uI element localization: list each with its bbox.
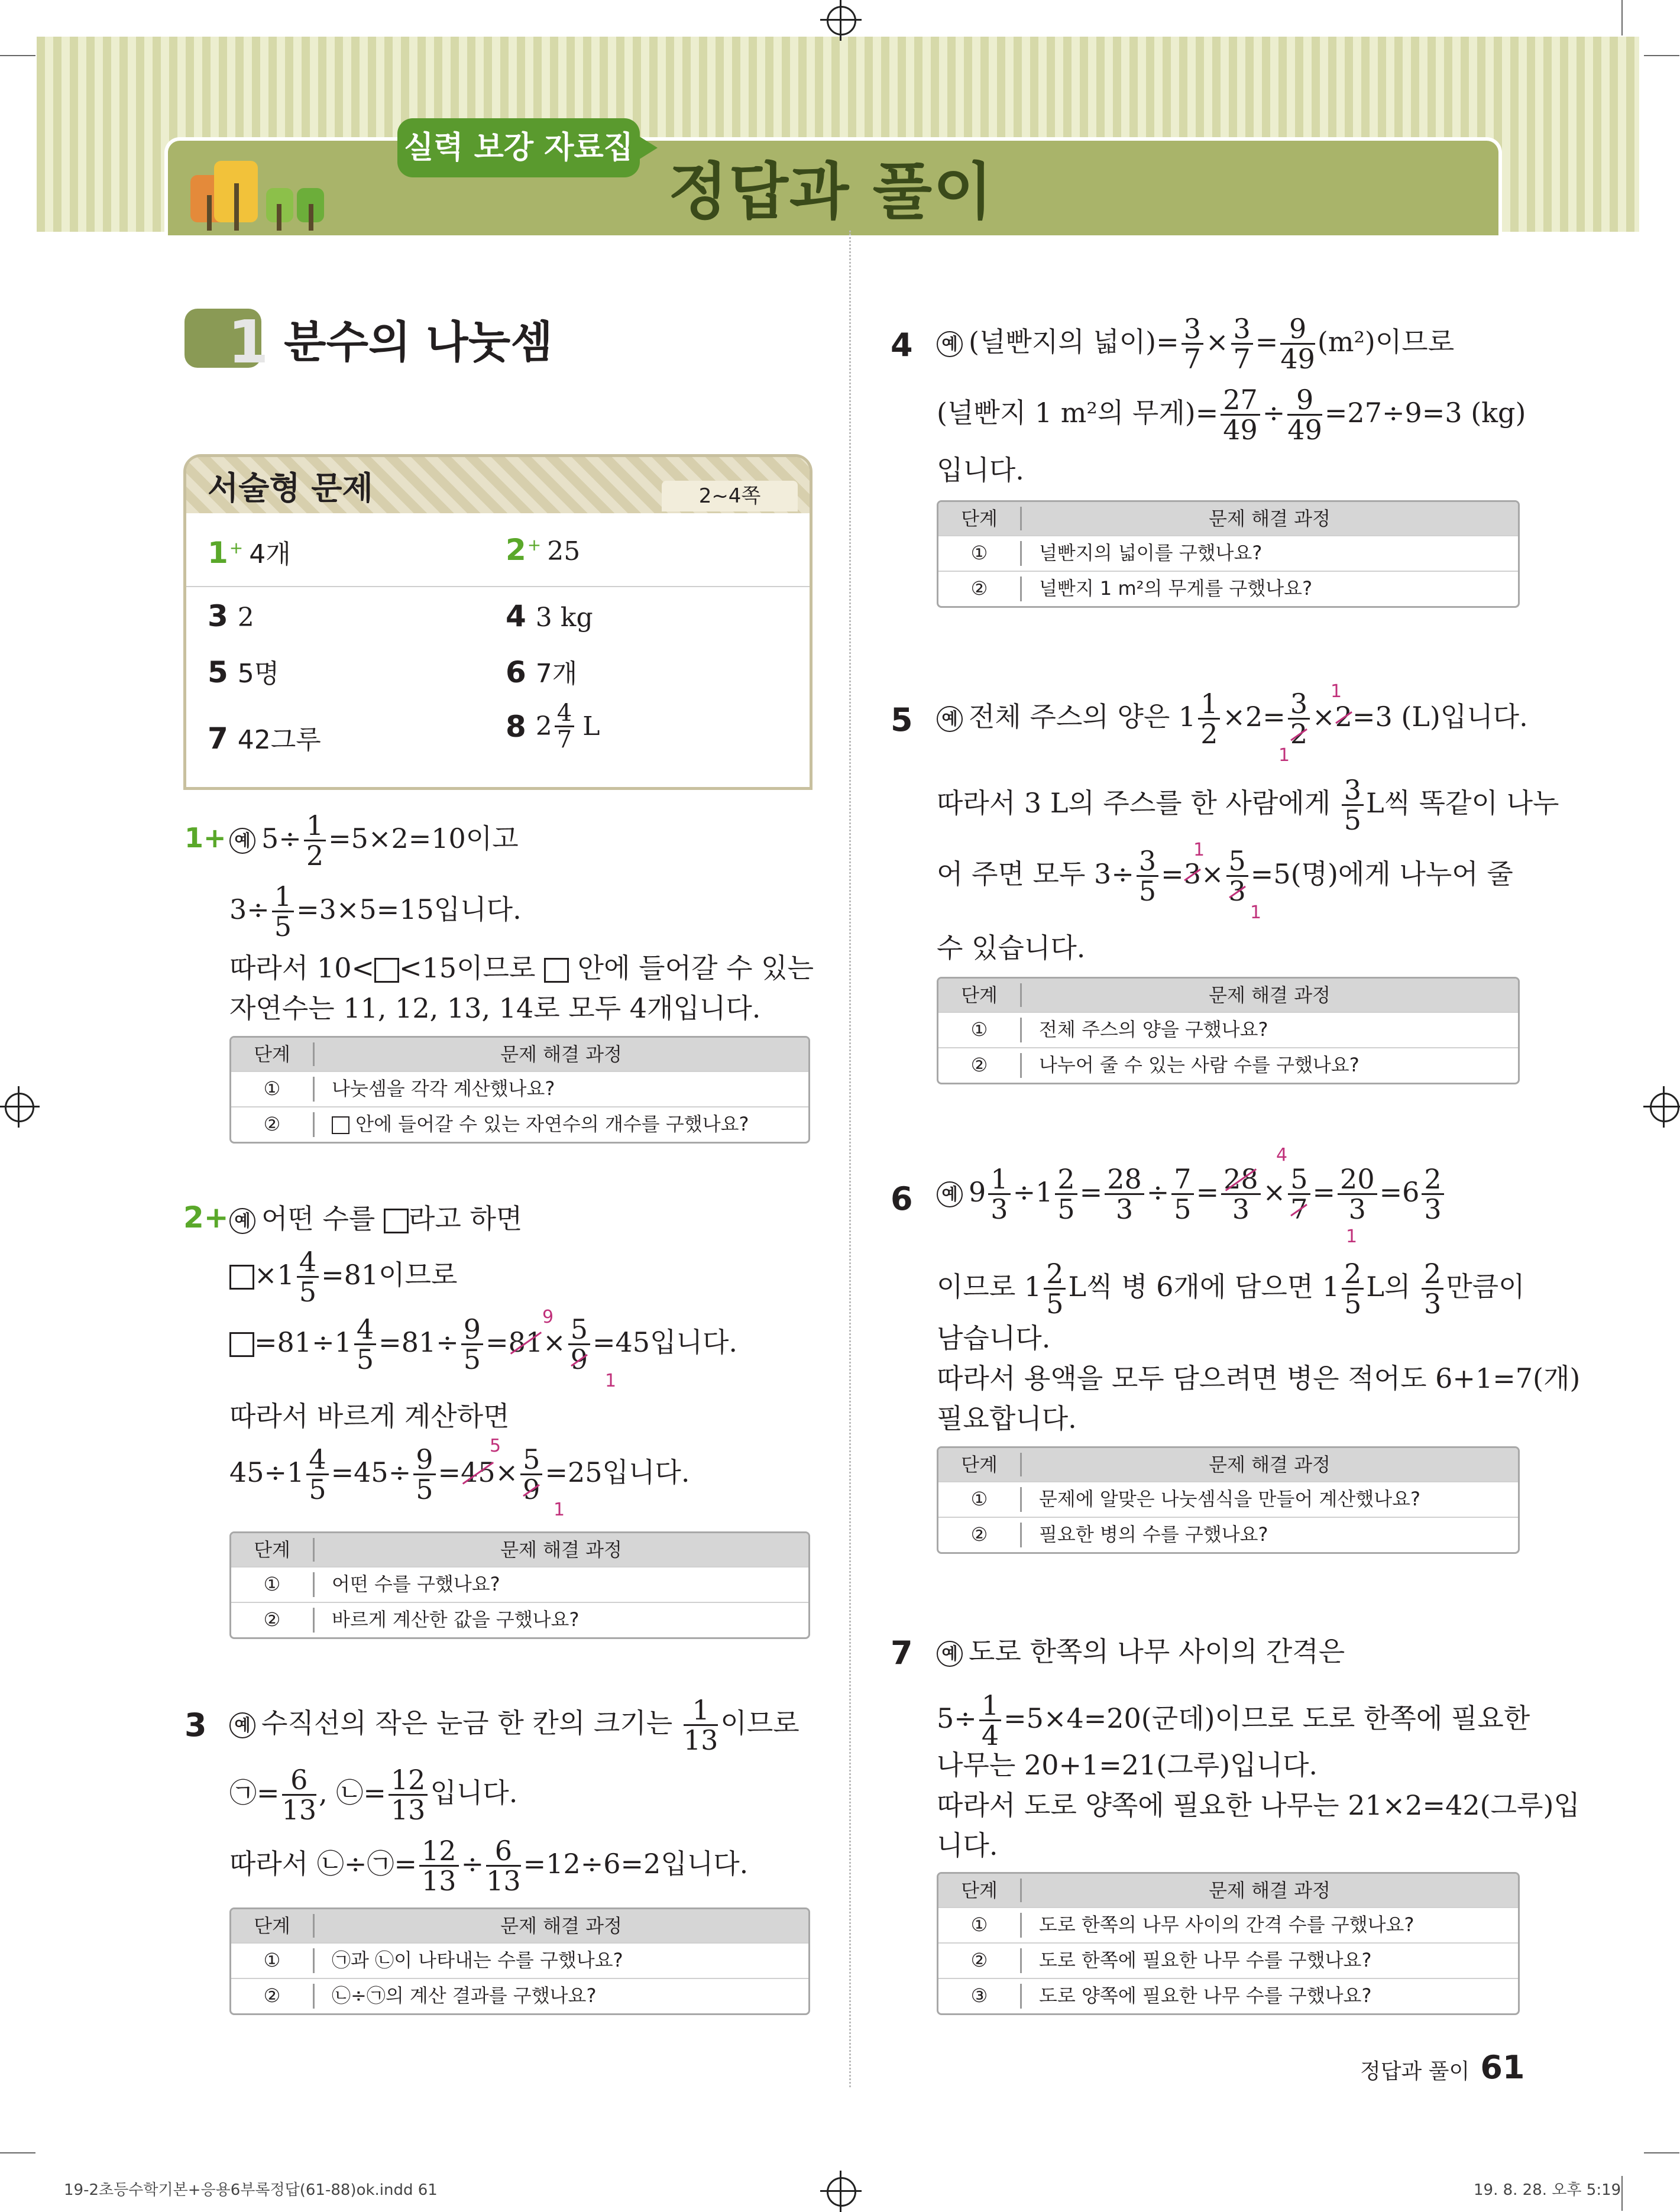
crop-mark	[1644, 2152, 1679, 2153]
answer-item: 6 7개	[506, 655, 578, 689]
solution-line: (널빤지 1 m²의 무게)= $\frac{27}{49}$ ÷ $\frac{9}{49}$ =27÷9=3 (kg)	[937, 384, 1526, 446]
problem-number: 7	[891, 1634, 913, 1672]
solution-line: 예 도로 한쪽의 나무 사이의 간격은	[937, 1638, 1345, 1667]
cancel-mark: 1	[1278, 745, 1290, 766]
solution-line: 따라서 바르게 계산하면	[229, 1400, 510, 1432]
registration-mark-icon	[1650, 1093, 1679, 1122]
solution-line: 따라서 3 L의 주스를 한 사람에게 $\frac{3}{5}$ L씩 똑같이 나누	[937, 774, 1559, 837]
solution-line: 따라서 용액을 모두 담으려면 병은 적어도 6+1=7(개)	[937, 1362, 1581, 1394]
solution-line: ×1 $\frac{4}{5}$ =81이므로	[229, 1248, 457, 1307]
answer-item: 2+ 25	[506, 533, 581, 567]
crop-mark	[1644, 55, 1679, 56]
chapter-number: 1	[228, 307, 269, 377]
cancel-mark: 1	[1331, 681, 1342, 702]
problem-number: 1+	[184, 822, 226, 854]
step-table: 단계 문제 해결 과정 ① 도로 한쪽의 나무 사이의 간격 수를 구했나요? ② 도로 한쪽에 필요한 나무 수를 구했나요? ③ 도로 양쪽에 필요한 나무 수를 구했나요?	[937, 1872, 1520, 2015]
solution-line: 남습니다.	[937, 1322, 1051, 1354]
cancel-mark: 1	[1346, 1226, 1358, 1247]
answer-summary-pages: 2~4쪽	[662, 481, 798, 511]
cancel-mark: 1	[1193, 840, 1205, 860]
cancel-mark: 4	[1276, 1145, 1288, 1165]
solution-line: 5÷ $\frac{1}{4}$ =5×4=20(군데)이므로 도로 한쪽에 필요한	[937, 1689, 1530, 1752]
step-table: 단계 문제 해결 과정 ① 전체 주스의 양을 구했나요? ② 나누어 줄 수 있는 사람 수를 구했나요?	[937, 977, 1520, 1084]
solution-line: =81÷1 $\frac{4}{5}$ =81÷ $\frac{9}{5}$ =81× $\frac{5}{9}$ =45입니다.	[229, 1315, 737, 1374]
crop-mark	[0, 55, 35, 56]
solution-line: 자연수는 11, 12, 13, 14로 모두 4개입니다.	[229, 992, 761, 1024]
cancel-mark: 9	[542, 1307, 554, 1327]
cancel-mark: 1	[553, 1500, 565, 1520]
crop-mark	[0, 2152, 35, 2153]
solution-line: 예 (널빤지의 넓이)= $\frac{3}{7}$ × $\frac{3}{7}$ = $\frac{9}{49}$ (m²)이므로	[937, 315, 1454, 374]
answer-item: 8 2 $\frac{4}{7}$ L	[506, 699, 600, 753]
registration-mark-icon	[827, 2177, 856, 2207]
step-table: 단계 문제 해결 과정 ① 나눗셈을 각각 계산했나요? ② 안에 들어갈 수 있는 자연수의 개수를 구했나요?	[229, 1036, 810, 1144]
step-table: 단계 문제 해결 과정 ① 문제에 알맞은 나눗셈식을 만들어 계산했나요? ② 필요한 병의 수를 구했나요?	[937, 1446, 1520, 1554]
column-divider	[849, 231, 851, 2087]
problem-number: 3	[184, 1706, 207, 1744]
solution-line: 이므로 1 $\frac{2}{5}$ L씩 병 6개에 담으면 1 $\frac{2}{5}$ L의 $\frac{2}{3}$ 만큼이	[937, 1258, 1525, 1320]
cancel-mark: 1	[605, 1371, 617, 1391]
solution-line: 니다.	[937, 1829, 998, 1861]
answer-item: 1+ 4개	[208, 536, 291, 570]
solution-line: 따라서 도로 양쪽에 필요한 나무는 21×2=42(그루)입	[937, 1789, 1580, 1821]
print-date: 19. 8. 28. 오후 5:19	[1474, 2181, 1621, 2199]
solution-line: 수 있습니다.	[937, 932, 1086, 964]
solution-line: 예 수직선의 작은 눈금 한 칸의 크기는 $\frac{1}{13}$ 이므로	[229, 1696, 799, 1755]
solution-line: 필요합니다.	[937, 1403, 1077, 1434]
footer-label: 정답과 풀이	[1360, 2059, 1470, 2084]
divider	[186, 586, 810, 587]
step-table: 단계 문제 해결 과정 ① 어떤 수를 구했나요? ② 바르게 계산한 값을 구했나요?	[229, 1531, 810, 1639]
cancel-mark: 1	[1250, 902, 1262, 923]
solution-line: 예 어떤 수를 라고 하면	[229, 1205, 522, 1234]
solution-line: 따라서 ㉡÷㉠= $\frac{12}{13}$ ÷ $\frac{6}{13}$ =12÷6=2입니다.	[229, 1835, 749, 1897]
answer-summary-box	[183, 454, 813, 790]
answer-item: 3 2	[208, 599, 254, 633]
solution-line: 따라서 10< <15이므로 안에 들어갈 수 있는	[229, 952, 814, 984]
cancel-mark: 5	[490, 1436, 501, 1456]
answer-summary-title: 서술형 문제	[208, 469, 373, 507]
page-footer	[1360, 2049, 1524, 2086]
solution-line: 예 5÷ $\frac{1}{2}$ =5×2=10이고	[229, 811, 519, 870]
answer-item: 7 42그루	[208, 721, 321, 756]
crop-mark	[1621, 0, 1623, 35]
answer-item: 5 5명	[208, 655, 280, 689]
crop-mark	[1621, 2176, 1623, 2211]
solution-line: ㉠= $\frac{6}{13}$ , ㉡= $\frac{12}{13}$ 입니다.	[229, 1764, 518, 1826]
solution-line: 예 전체 주스의 양은 1 $\frac{1}{2}$ ×2= $\frac{3}{2}$ ×2=3 (L)입니다.	[937, 689, 1528, 749]
problem-number: 4	[891, 326, 913, 364]
registration-mark-icon	[5, 1093, 34, 1122]
page-number: 61	[1480, 2049, 1525, 2086]
solution-line: 45÷1 $\frac{4}{5}$ =45÷ $\frac{9}{5}$ =45× $\frac{5}{9}$ =25입니다.	[229, 1443, 690, 1506]
step-table: 단계 문제 해결 과정 ① 널빤지의 넓이를 구했나요? ② 널빤지 1 m²의 무게를 구했나요?	[937, 500, 1520, 608]
registration-mark-icon	[827, 6, 856, 35]
solution-line: 3÷ $\frac{1}{5}$ =3×5=15입니다.	[229, 880, 522, 943]
solution-line: 예 9 $\frac{1}{3}$ ÷1 $\frac{2}{5}$ = $\frac{28}{3}$ ÷ $\frac{7}{5}$ = $\frac{28}{3}$ × $\frac{5}{7}$ = $\frac{20}{3}$ =6 $\frac{2}{3}$	[937, 1165, 1446, 1224]
problem-number: 6	[891, 1180, 913, 1217]
problem-number: 5	[891, 701, 913, 739]
print-slug: 19-2초등수학기본+응용6부록정답(61-88)ok.indd 61	[64, 2181, 438, 2199]
solution-line: 어 주면 모두 3÷ $\frac{3}{5}$ =3× $\frac{5}{3}$ =5(명)에게 나누어 줄	[937, 845, 1513, 908]
answer-item: 4 3 kg	[506, 599, 593, 633]
step-table: 단계 문제 해결 과정 ① ㉠과 ㉡이 나타내는 수를 구했나요? ② ㉡÷㉠의 계산 결과를 구했나요?	[229, 1907, 810, 2015]
page-title: 정답과 풀이	[668, 156, 994, 228]
solution-line: 나무는 20+1=21(그루)입니다.	[937, 1749, 1318, 1781]
header-badge: 실력 보강 자료집	[397, 118, 640, 177]
problem-number: 2+	[183, 1200, 229, 1235]
solution-line: 입니다.	[937, 454, 1024, 486]
chapter-title: 분수의 나눗셈	[284, 317, 553, 368]
